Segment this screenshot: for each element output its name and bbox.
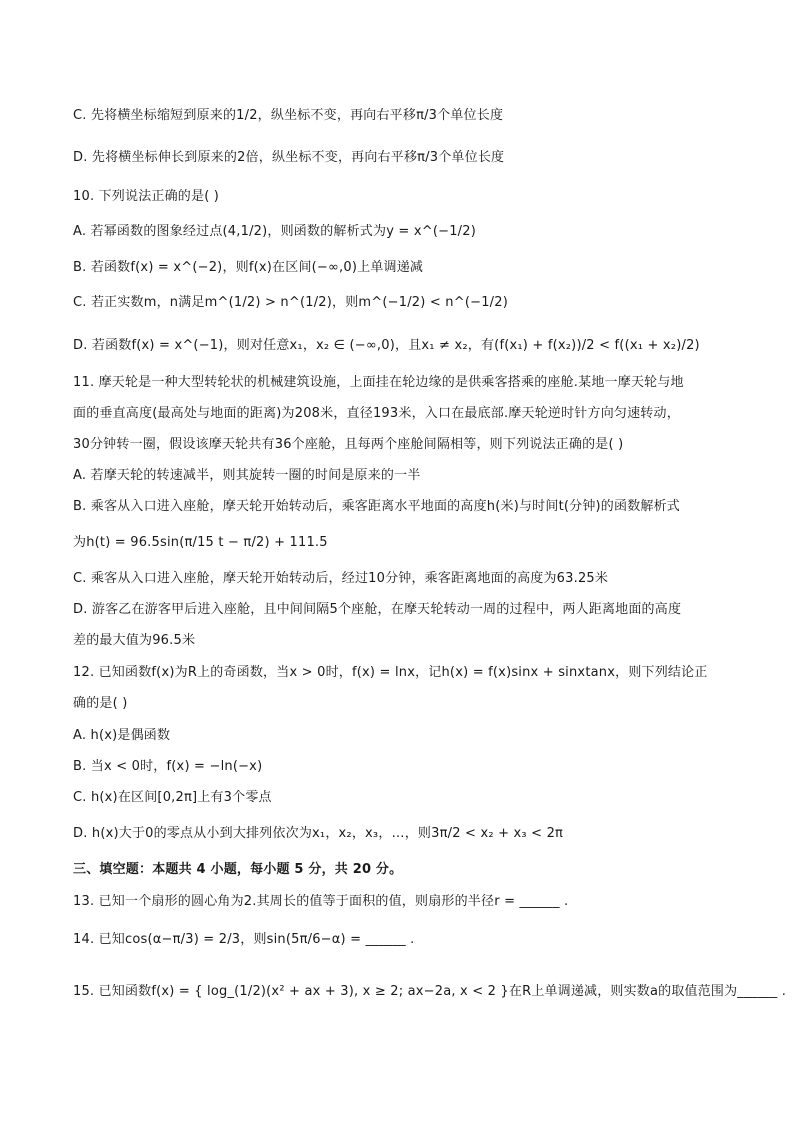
q9-option-d: D. 先将横坐标伸长到原来的2倍，纵坐标不变，再向右平移π/3个单位长度: [73, 150, 505, 165]
q11-option-a: A. 若摩天轮的转速减半，则其旋转一圈的时间是原来的一半: [73, 468, 421, 483]
q11-option-d-line1: D. 游客乙在游客甲后进入座舱，且中间间隔5个座舱，在摩天轮转动一周的过程中，两人距离地面的高度: [73, 602, 682, 617]
q11-option-b-line1: B. 乘客从入口进入座舱，摩天轮开始转动后，乘客距离水平地面的高度h(米)与时间t(分钟)的函数解析式: [73, 499, 681, 514]
q12-stem-line2: 确的是( ): [73, 696, 128, 711]
q11-option-b-line2: 为h(t) = 96.5sin(π/15 t − π/2) + 111.5: [73, 535, 328, 550]
q11-stem-line1: 11. 摩天轮是一种大型转轮状的机械建筑设施，上面挂在轮边缘的是供乘客搭乘的座舱.某地一摩天轮与地: [73, 375, 684, 390]
q15: 15. 已知函数f(x) = { log_(1/2)(x² + ax + 3), x ≥ 2; ax−2a, x < 2 }在R上单调递减，则实数a的取值范围为______ .: [73, 984, 787, 999]
q9-option-c: C. 先将横坐标缩短到原来的1/2，纵坐标不变，再向右平移π/3个单位长度: [73, 108, 504, 123]
q13: 13. 已知一个扇形的圆心角为2.其周长的值等于面积的值，则扇形的半径r = ______ .: [73, 894, 569, 909]
q10-option-c: C. 若正实数m，n满足m^(1/2) > n^(1/2)，则m^(−1/2) < n^(−1/2): [73, 295, 508, 310]
q10-option-d: D. 若函数f(x) = x^(−1)，则对任意x₁，x₂ ∈ (−∞,0)，且x₁ ≠ x₂，有(f(x₁) + f(x₂))/2 < f((x₁ + x₂)/2): [73, 338, 700, 353]
q12-option-a: A. h(x)是偶函数: [73, 728, 171, 743]
q11-option-c: C. 乘客从入口进入座舱，摩天轮开始转动后，经过10分钟，乘客距离地面的高度为63.25米: [73, 571, 609, 586]
q10-option-b: B. 若函数f(x) = x^(−2)，则f(x)在区间(−∞,0)上单调递减: [73, 260, 424, 275]
q11-stem-line2: 面的垂直高度(最高处与地面的距离)为208米，直径193米，入口在最底部.摩天轮逆时针方向匀速转动，: [73, 406, 680, 421]
q10-stem: 10. 下列说法正确的是( ): [73, 189, 220, 204]
q11-option-d-line2: 差的最大值为96.5米: [73, 633, 196, 648]
q12-option-c: C. h(x)在区间[0,2π]上有3个零点: [73, 790, 272, 805]
q12-option-b: B. 当x < 0时，f(x) = −ln(−x): [73, 759, 263, 774]
q10-option-a: A. 若幂函数的图象经过点(4,1/2)，则函数的解析式为y = x^(−1/2): [73, 224, 476, 239]
q11-stem-line3: 30分钟转一圈，假设该摩天轮共有36个座舱，且每两个座舱间隔相等，则下列说法正确的是( ): [73, 437, 624, 452]
q12-option-d: D. h(x)大于0的零点从小到大排列依次为x₁，x₂，x₃，…，则3π/2 < x₂ + x₃ < 2π: [73, 826, 564, 841]
q14: 14. 已知cos(α−π/3) = 2/3，则sin(5π/6−α) = ______ .: [73, 932, 415, 947]
q12-stem-line1: 12. 已知函数f(x)为R上的奇函数，当x > 0时，f(x) = lnx，记h(x) = f(x)sinx + sinxtanx，则下列结论正: [73, 665, 708, 680]
section-fill-in-heading: 三、填空题：本题共 4 小题，每小题 5 分，共 20 分。: [73, 862, 403, 877]
